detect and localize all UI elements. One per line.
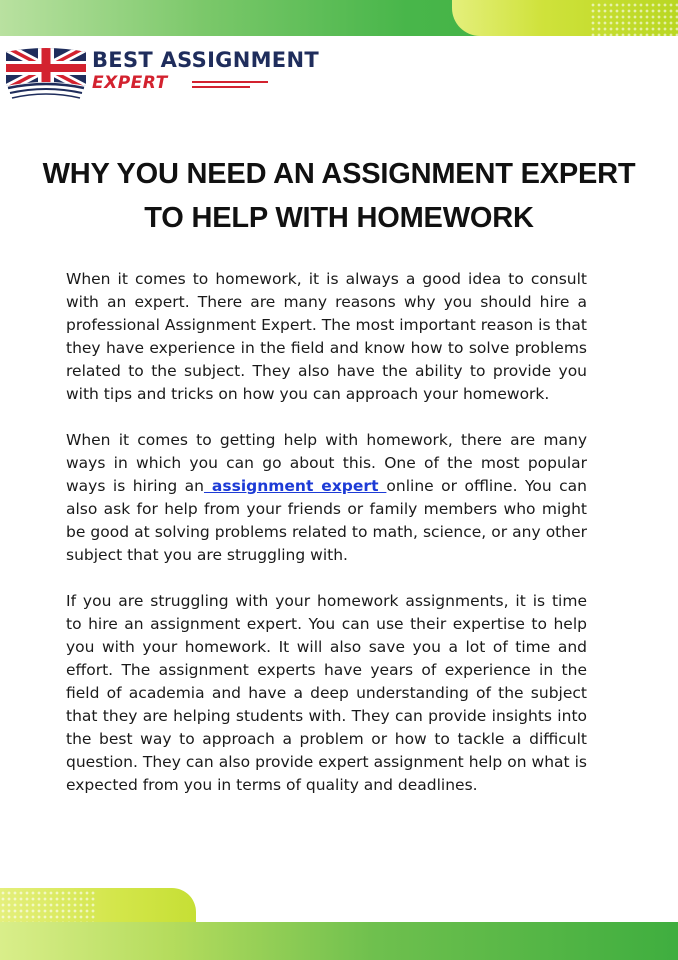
paragraph-3: If you are struggling with your homework assignments, it is time to hire an assignment expert. You can use their expertise to help you with your homework. It will also save you a lot of time and effort. The assignment experts have years of experience in the field of academia and have a deep understanding of the subject that they are helping students with. They can provide insights into the best way to approach a problem or how to tackle a difficult question. They can also provide expert assignment help on what is expected from you in terms of quality and deadlines. — [66, 592, 587, 794]
brand-underline-rule — [192, 86, 250, 88]
top-dot-pattern — [590, 2, 678, 36]
brand-logo[interactable] — [4, 42, 324, 102]
brand-underline-rule — [192, 81, 268, 83]
paragraph-2-rest: online or offline. You can also ask for help from your friends or family members who might be good at solving problems related to math, science, or any other subject that you are struggling with. — [66, 477, 587, 564]
brand-name-line2: EXPERT — [92, 73, 168, 93]
assignment-expert-link[interactable]: assignment expert — [203, 477, 387, 495]
union-jack-book-icon — [4, 46, 88, 104]
brand-name-line1: BEST ASSIGNMENT — [92, 48, 319, 72]
bottom-decorative-band — [0, 922, 678, 960]
page-title: WHY YOU NEED AN ASSIGNMENT EXPERT TO HELP WITH HOMEWORK — [42, 158, 636, 234]
paragraph-1: When it comes to homework, it is always a good idea to consult with an expert. There are many reasons why you should hire a professional Assignment Expert. The most important reason is that they have experience in the field and know how to solve problems related to the subject. They also have the ability to provide you with tips and tricks on how you can approach your homework. — [66, 270, 587, 403]
paragraph-2 — [66, 429, 587, 567]
bottom-dot-pattern — [0, 890, 96, 924]
article-body — [66, 268, 587, 820]
paragraph-2-intro: When it comes to getting help with homework, there are many ways in which you can go about this. One of the most popular ways is hiring an — [66, 431, 587, 495]
